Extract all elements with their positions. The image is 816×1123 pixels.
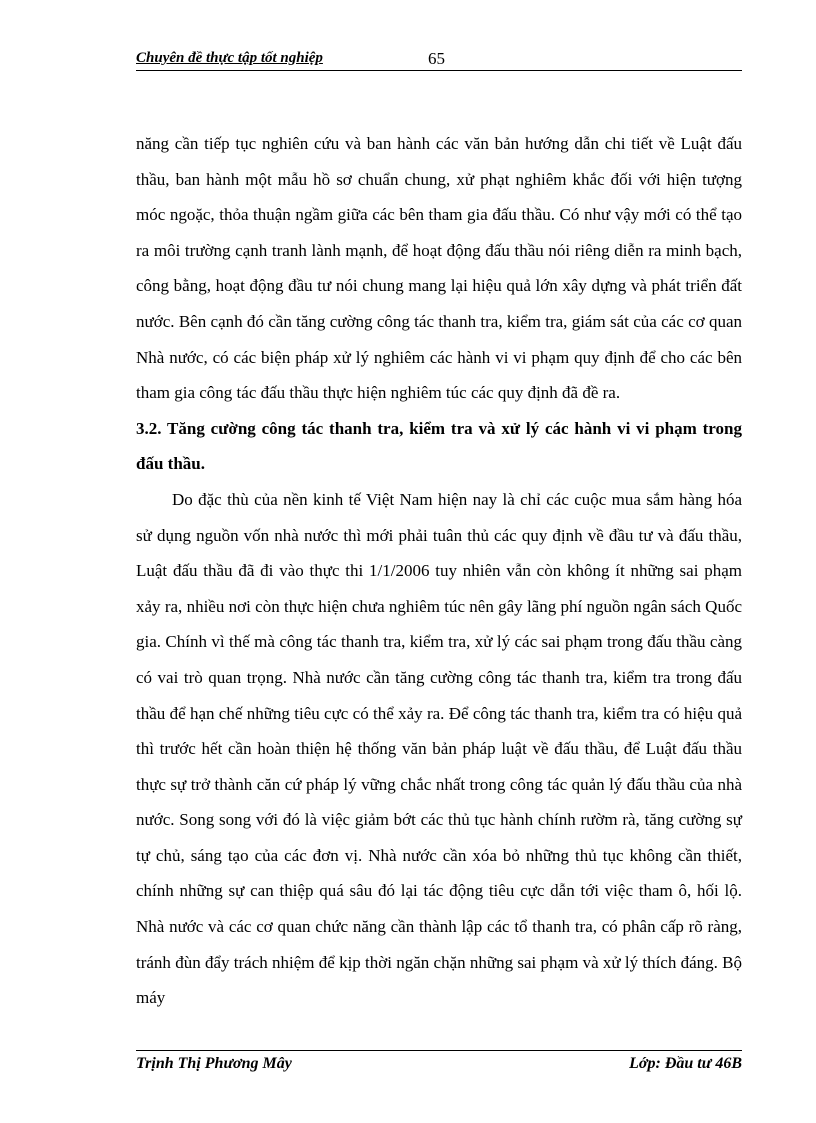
section-heading: 3.2. Tăng cường công tác thanh tra, kiểm tra và xử lý các hành vi vi phạm trong đấu thầu. <box>136 418 742 474</box>
page-body <box>136 126 742 1016</box>
body-paragraph: năng cần tiếp tục nghiên cứu và ban hành các văn bản hướng dẫn chi tiết về Luật đấu thầu, ban hành một mẫu hồ sơ chuẩn chung, xử phạt nghiêm khắc đối với hiện tượng móc ngoặc, thỏa thuận ngầm giữa các bên tham gia đấu thầu. Có như vậy mới có thể tạo ra môi trường cạnh tranh lành mạnh, để hoạt động đấu thầu nói riêng diễn ra minh bạch, công bằng, hoạt động đầu tư nói chung mang lại hiệu quả lớn xây dựng và phát triển đất nước. Bên cạnh đó cần tăng cường công tác thanh tra, kiểm tra, giám sát của các cơ quan Nhà nước, có các biện pháp xử lý nghiêm các hành vi vi phạm quy định để cho các bên tham gia công tác đấu thầu thực hiện nghiêm túc các quy định đã đề ra. <box>136 134 742 403</box>
footer-author: Trịnh Thị Phương Mây <box>136 1055 292 1072</box>
document-title: Chuyên đề thực tập tốt nghiệp <box>136 50 323 66</box>
page-footer <box>136 1055 742 1077</box>
footer-class: Lớp: Đầu tư 46B <box>629 1055 742 1072</box>
body-paragraph: Do đặc thù của nền kinh tế Việt Nam hiện nay là chỉ các cuộc mua sắm hàng hóa sử dụng nguồn vốn nhà nước thì mới phải tuân thủ các quy định về đầu tư và đấu thầu, Luật đấu thầu đã đi vào thực thi 1/1/2006 tuy nhiên vẫn còn không ít những sai phạm xảy ra, nhiều nơi còn thực hiện chưa nghiêm túc nên gây lãng phí nguồn ngân sách Quốc gia. Chính vì thế mà công tác thanh tra, kiểm tra, xử lý các sai phạm trong đấu thầu càng có vai trò quan trọng. Nhà nước cần tăng cường công tác thanh tra, kiểm tra trong đấu thầu để hạn chế những tiêu cực có thể xảy ra. Để công tác thanh tra, kiểm tra có hiệu quả thì trước hết cần hoàn thiện hệ thống văn bản pháp luật về đấu thầu, để Luật đấu thầu thực sự trở thành căn cứ pháp lý vững chắc nhất trong công tác quản lý đấu thầu của nhà nước. Song song với đó là việc giảm bớt các thủ tục hành chính rườm rà, tăng cường sự tự chủ, sáng tạo của các đơn vị. Nhà nước cần xóa bỏ những thủ tục không cần thiết, chính những sự can thiệp quá sâu đó lại tác động tiêu cực dẫn tới việc tham ô, hối lộ. Nhà nước và các cơ quan chức năng cần thành lập các tổ thanh tra, có phân cấp rõ ràng, tránh đùn đẩy trách nhiệm để kịp thời ngăn chặn những sai phạm và xử lý thích đáng. Bộ máy <box>136 489 742 1008</box>
page-header <box>136 48 742 70</box>
page-number: 65 <box>428 49 445 68</box>
header-divider <box>136 70 742 71</box>
footer-divider <box>136 1050 742 1051</box>
